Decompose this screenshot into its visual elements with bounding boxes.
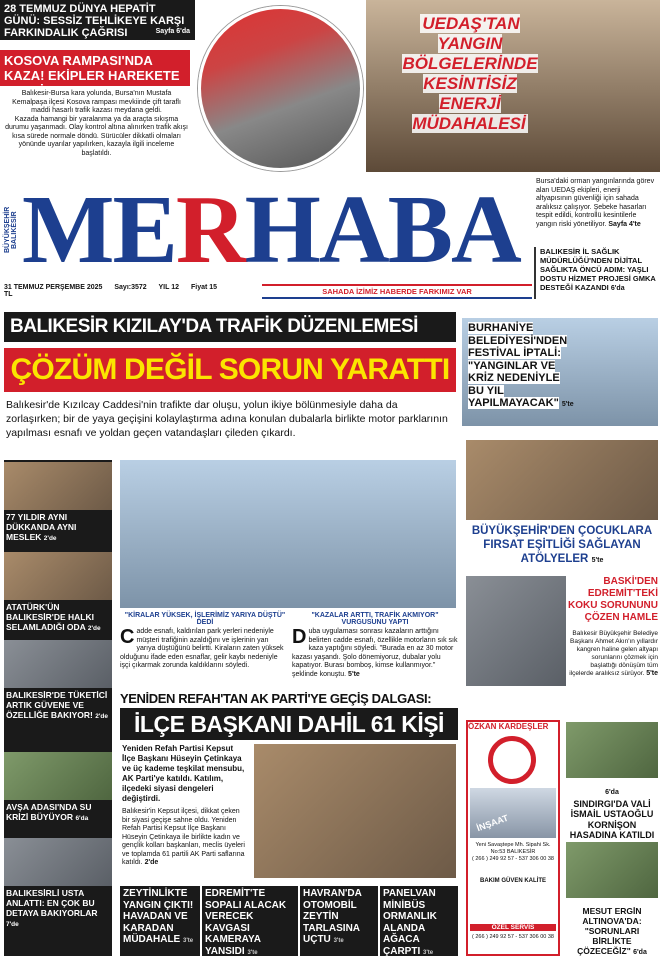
kizilay-caption-2: "KAZALAR ARTTI, TRAFİK AKMIYOR" VURGUSUNU YAPTI [311,612,439,626]
kizilay-body-1: Cadde esnafı, kaldırılan park yerleri nedeniyle müşteri trafiğinin azaldığını ve işlerinin yarı yarıya düştüğünü belirtti. Kiraların zaten yüksek olduğunu ifade eden esnaflar, gelir kaybı nedeniyle işçi çıkarmak zorunda kaldıklarını söyledi. [120,626,284,669]
refah-photo[interactable] [254,744,456,878]
refah-body: Balıkesir'in Kepsut ilçesi, dikkat çeken bir siyasi geçişe sahne oldu. Yeniden Refah Partisi Kepsut İlçe Başkanı Hüseyin Çetinkaya ile birlikte kadın ve gençlik kolları başkanları, meclis üyeleri ve toplamda 61 partili AK Parti saflarına katıldı. 2'de [122,808,245,866]
left-story-3[interactable]: BALIKESİR'DE TÜKETİCİ ARTIK GÜVENE VE ÖZELLİĞE BAKIYOR! 2'de [4,640,112,722]
ozkan-logo-icon [488,736,536,784]
baski-headline[interactable]: BASKİ'DEN EDREMİT'TEKİ KOKU SORUNUNU ÇÖZEN HAMLE [568,576,658,623]
ozkan-insaat-label: İNŞAAT [475,812,510,834]
left-story-photo [4,838,112,886]
ozkan-address: Yeni Savaştepe Mh. Sipahi Sk. No:53 BALIKESİR ( 266 ) 249 92 57 - 537 306 00 38 [472,842,554,862]
vali-photo[interactable] [566,722,658,778]
kaza-truck-photo[interactable] [198,6,363,171]
kizilay-headline[interactable]: BALIKESİR KIZILAY'DA TRAFİK DÜZENLEMESİ [4,312,456,342]
uedas-headline[interactable]: UEDAŞ'TAN YANGIN BÖLGELERİNDE KESİNTİSİZ ENERJİ MÜDAHALESİ [402,14,538,133]
ozkan-service: ÖZEL SERVİS [470,924,556,931]
baski-body: Balıkesir Büyükşehir Belediye Başkanı Ahmet Akın'ın yıllardır kangren haline gelen altyapı sorunlarını çözmek için başlattığı dönüşüm tüm ilçelerde aralıksız sürüyor. 5'te [569,630,658,677]
kaza-body: Balıkesir-Bursa kara yolunda, Bursa'nın Mustafa Kemalpaşa ilçesi Kosova rampası mevkiinde çift taraflı maddi hasarlı trafik kazası meydana geldi. Kazada hamangi bir yaralanma ya da araçta sıkışma durumu yaşanmadı. Olay kontrol altına alınırken trafik akışı kısa sürede normale döndü. Sürücüler dikkatli olmaları yönünde uyarılar yapılırken, kazayla ilgili inceleme başlatıldı. [5,90,188,157]
bottom-story-1[interactable]: ZEYTİNLİKTE YANGIN ÇIKTI! HAVADAN VE KARADAN MÜDAHALE 3'te [120,886,200,956]
atolye-headline[interactable]: BÜYÜKŞEHİR'DEN ÇOCUKLARA FIRSAT EŞİTLİĞİ SAĞLAYAN ATÖLYELER 5'te [471,525,653,565]
bottom-story-4[interactable]: PANELVAN MİNİBÜS ORMANLIK ALANDA AĞACA ÇARPTI 3'te [380,886,458,956]
kizilay-body-2: Duba uygulaması sonrası kazaların arttığını belirten cadde esnafı, özellikle motorların sık sık kaza yaptığını söyledi. "Burada en az 30 motor kazası yaşandı. Şolo dönemiyoruz, dubalar yolu kapatıyor. Burası bomboş, kimse kullanmıyor." şeklinde konuştu. 5'te [292,626,458,678]
date-bar: 31 TEMMUZ PERŞEMBE 2025 Sayı:3572 YIL 12 Fiyat 15 TL [4,284,218,298]
left-story-1[interactable]: 77 YILDIR AYNI DÜKKANDA AYNI MESLEK 2'de [4,462,112,544]
left-story-2[interactable]: ATATÜRK'ÜN BALIKESİR'DE HALKI SELAMLADIĞI ODA 2'de [4,552,112,634]
atolye-photo[interactable] [466,440,658,520]
ozkan-badges: BAKIM GÜVEN KALİTE [480,878,546,884]
ozkan-name: ÖZKAN KARDEŞLER [468,722,549,731]
vali-headline[interactable]: 6'da SINDIRGI'DA VALİ İSMAİL USTAOĞLU KORNİŞON HASADINA KATILDI [569,789,655,840]
hepatit-headline[interactable]: 28 TEMMUZ DÜNYA HEPATİT GÜNÜ: SESSİZ TEHLİKEYE KARŞI FARKINDALIK ÇAĞRISI Sayfa 6'da [0,0,195,40]
logo-side-label: BÜYÜKŞEHİR BALIKESİR [4,206,18,254]
mesut-headline[interactable]: MESUT ERGİN ALTINOVA'DA: "SORUNLARI BİRLİKTE ÇÖZECEĞİZ" 6'da [577,906,647,956]
saglik-headline[interactable]: BALIKESİR İL SAĞLIK MÜDÜRLÜĞÜ'NDEN DİJİTAL SAĞLIKTA ÖNCÜ ADIM: YAŞLI DOSTU HİZMET PROJESİ GMKA DESTEĞİ KAZANDI 6'da [534,247,660,299]
left-story-photo [4,462,112,510]
kizilay-lede: Balıkesir'de Kızılcay Caddesi'nin trafikte dar oluşu, yolun ikiye bölünmesiyle daha da zorlaşırken; bir de yaya geçişini kolaylaştırma adına konulan dubalarla birlikte motor parklarının yapılması esnafı ve yoldan geçen vatandaşları çileden çıkardı. [6,399,448,439]
kizilay-street-photo[interactable] [120,460,456,608]
refah-headline[interactable]: İLÇE BAŞKANI DAHİL 61 KİŞİ [120,708,458,740]
refah-kicker[interactable]: YENİDEN REFAH'TAN AK PARTİ'YE GEÇİŞ DALGASI: [120,691,432,706]
ozkan-phone: ( 266 ) 249 92 57 - 537 306 00 38 [472,934,554,940]
left-story-4[interactable]: AVŞA ADASI'NDA SU KRİZİ BÜYÜYOR 6'da [4,752,112,824]
left-story-photo [4,752,112,800]
burhaniye-headline[interactable]: BURHANİYE BELEDİYESİ'NDEN FESTİVAL İPTALİ: "YANGINLAR VE KRİZ NEDENİYLE BU YIL YAPILMAYACAK" 5'te [468,322,574,409]
left-story-photo [4,640,112,688]
baski-photo[interactable] [466,576,566,686]
uedas-body: Bursa'daki orman yangınlarında görev alan UEDAŞ ekipleri, enerji altyapısının güvenliği için sahada aralıksız çalışıyor. Şebeke hasarları tespit edildi, kontrollü kesintilerle yangın riski yönetiliyor. Sayfa 4'te [536,178,655,228]
refah-lede: Yeniden Refah Partisi Kepsut İlçe Başkanı Hüseyin Çetinkaya ve üç kademe teşkilat mensubu, AK Parti'ye katıldı. Katılım, ilçedeki siyasi dengeleri değiştirdi. [122,744,245,803]
left-story-5[interactable]: BALIKESİRLİ USTA ANLATTI: EN ÇOK BU DETAYA BAKIYORLAR 7'de [4,838,112,930]
mesut-photo[interactable] [566,842,658,898]
kizilay-caption-1: "KİRALAR YÜKSEK, İŞLERİMİZ YARIYA DÜŞTÜ" DEDİ [124,612,286,626]
left-story-photo [4,552,112,600]
newspaper-logo[interactable]: MERHABA [22,176,520,284]
slogan: SAHADA İZİMİZ HABERDE FARKIMIZ VAR [262,284,532,299]
kaza-headline[interactable]: KOSOVA RAMPASI'NDA KAZA! EKİPLER HAREKETE GEÇTİ [0,50,190,86]
bottom-story-3[interactable]: HAVRAN'DA OTOMOBİL ZEYTİN TARLASINA UÇTU 3'te [300,886,378,956]
main-headline[interactable]: ÇÖZÜM DEĞİL SORUN YARATTI [4,348,456,392]
bottom-story-2[interactable]: EDREMİT'TE SOPALI ALACAK VERECEK KAVGASI KAMERAYA YANSIDI 3'te [202,886,298,956]
